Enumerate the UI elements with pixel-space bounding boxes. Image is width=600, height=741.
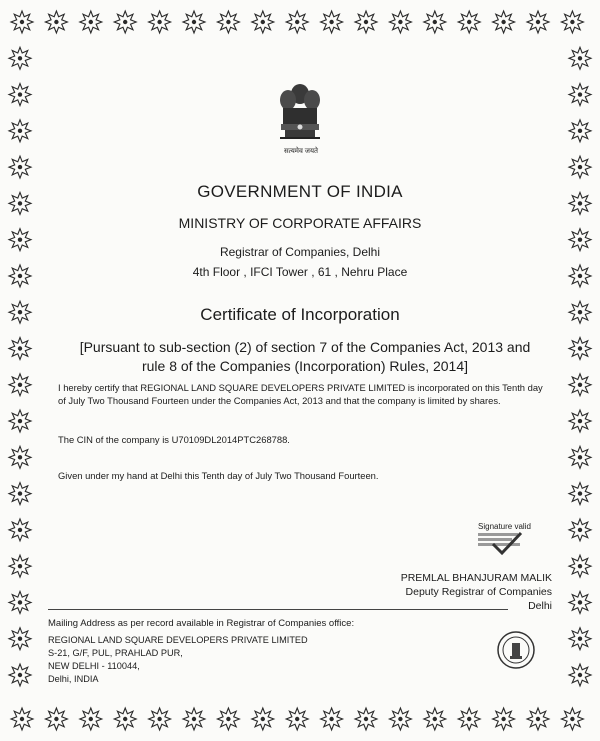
border-star-icon (569, 192, 591, 214)
border-star-icon (9, 374, 31, 396)
government-heading: GOVERNMENT OF INDIA (197, 182, 403, 201)
emblem-motto: सत्यमेव जयते (283, 148, 319, 155)
border-star-icon (569, 338, 591, 360)
border-star-icon (561, 708, 583, 730)
border-star-icon (9, 265, 31, 287)
border-star-icon (527, 11, 549, 33)
border-star-icon (9, 664, 31, 686)
border-star-icon (321, 11, 343, 33)
border-star-icon (9, 410, 31, 432)
border-star-icon (424, 11, 446, 33)
certificate-title: Certificate of Incorporation (200, 305, 400, 324)
border-star-icon (9, 483, 31, 505)
border-star-icon (569, 301, 591, 323)
border-star-icon (149, 708, 171, 730)
border-star-icon (114, 708, 136, 730)
border-star-icon (80, 708, 102, 730)
given-paragraph: Given under my hand at Delhi this Tenth day of July Two Thousand Fourteen. (58, 470, 379, 481)
border-star-icon (569, 446, 591, 468)
border-star-icon (569, 84, 591, 106)
border-star-icon (11, 708, 33, 730)
signature-valid-label: Signature valid (478, 522, 531, 531)
border-star-icon (493, 708, 515, 730)
border-star-icon (9, 192, 31, 214)
border-star-icon (569, 628, 591, 650)
border-star-icon (252, 708, 274, 730)
border-star-icon (114, 11, 136, 33)
border-star-icon (569, 483, 591, 505)
border-star-icon (389, 708, 411, 730)
registrar-address: 4th Floor , IFCI Tower , 61 , Nehru Place (192, 265, 408, 279)
border-star-icon (569, 120, 591, 142)
border-star-icon (569, 591, 591, 613)
border-star-icon (9, 446, 31, 468)
border-star-icon (424, 708, 446, 730)
certification-paragraph: I hereby certify that REGIONAL LAND SQUARE DEVELOPERS PRIVATE LIMITED is incorporated on this Tenth day of July Two Thousand Fourteen under the Companies Act, 2013 and that the company is limited by shares. (58, 382, 543, 406)
border-star-icon (9, 338, 31, 360)
border-star-icon (569, 555, 591, 577)
border-star-icon (569, 410, 591, 432)
border-star-icon (569, 664, 591, 686)
registrar-line: Registrar of Companies, Delhi (219, 245, 381, 259)
mailing-address-line: S-21, G/F, PUL, PRAHLAD PUR, (48, 648, 183, 658)
border-star-icon (569, 519, 591, 541)
border-star-icon (80, 11, 102, 33)
border-star-icon (217, 11, 239, 33)
border-star-icon (286, 11, 308, 33)
border-star-icon (9, 47, 31, 69)
state-emblem-icon (274, 80, 326, 144)
mailing-heading: Mailing Address as per record available in Registrar of Companies office: (48, 618, 355, 629)
pursuant-clause (58, 338, 552, 376)
border-star-icon (355, 11, 377, 33)
border-star-icon (9, 156, 31, 178)
border-star-icon (149, 11, 171, 33)
digital-signature (478, 522, 558, 546)
border-star-icon (527, 708, 549, 730)
mailing-address-line: REGIONAL LAND SQUARE DEVELOPERS PRIVATE LIMITED (48, 635, 308, 645)
border-star-icon (286, 708, 308, 730)
pursuant-line-1: [Pursuant to sub-section (2) of section 7 of the Companies Act, 2013 and (79, 339, 531, 355)
border-star-icon (9, 84, 31, 106)
border-star-icon (9, 519, 31, 541)
border-star-icon (183, 708, 205, 730)
officer-name: PREMLAL BHANJURAM MALIK (400, 572, 552, 584)
section-divider (48, 609, 508, 610)
mailing-address-line: NEW DELHI - 110044, (48, 661, 140, 671)
signature-check-icon (490, 530, 524, 556)
certificate-page (48, 70, 552, 710)
registrar-seal-icon (496, 630, 536, 670)
border-star-icon (9, 120, 31, 142)
border-star-icon (9, 628, 31, 650)
officer-place: Delhi (528, 600, 552, 612)
border-star-icon (45, 11, 67, 33)
border-star-icon (45, 708, 67, 730)
border-star-icon (321, 708, 343, 730)
border-star-icon (569, 265, 591, 287)
border-star-icon (252, 11, 274, 33)
border-star-icon (183, 11, 205, 33)
border-star-icon (9, 591, 31, 613)
border-star-icon (355, 708, 377, 730)
border-star-icon (493, 11, 515, 33)
pursuant-line-2: rule 8 of the Companies (Incorporation) Rules, 2014] (141, 358, 469, 374)
border-star-icon (458, 11, 480, 33)
border-star-icon (217, 708, 239, 730)
border-star-icon (569, 47, 591, 69)
border-star-icon (569, 374, 591, 396)
border-star-icon (11, 11, 33, 33)
border-star-icon (569, 156, 591, 178)
border-star-icon (561, 11, 583, 33)
border-star-icon (9, 229, 31, 251)
border-star-icon (389, 11, 411, 33)
cin-paragraph: The CIN of the company is U70109DL2014PTC268788. (58, 434, 290, 445)
border-star-icon (569, 229, 591, 251)
mailing-address-line: Delhi, INDIA (48, 674, 99, 684)
officer-title: Deputy Registrar of Companies (405, 586, 552, 598)
border-star-icon (458, 708, 480, 730)
border-star-icon (9, 555, 31, 577)
ministry-heading: MINISTRY OF CORPORATE AFFAIRS (178, 215, 422, 231)
border-star-icon (9, 301, 31, 323)
